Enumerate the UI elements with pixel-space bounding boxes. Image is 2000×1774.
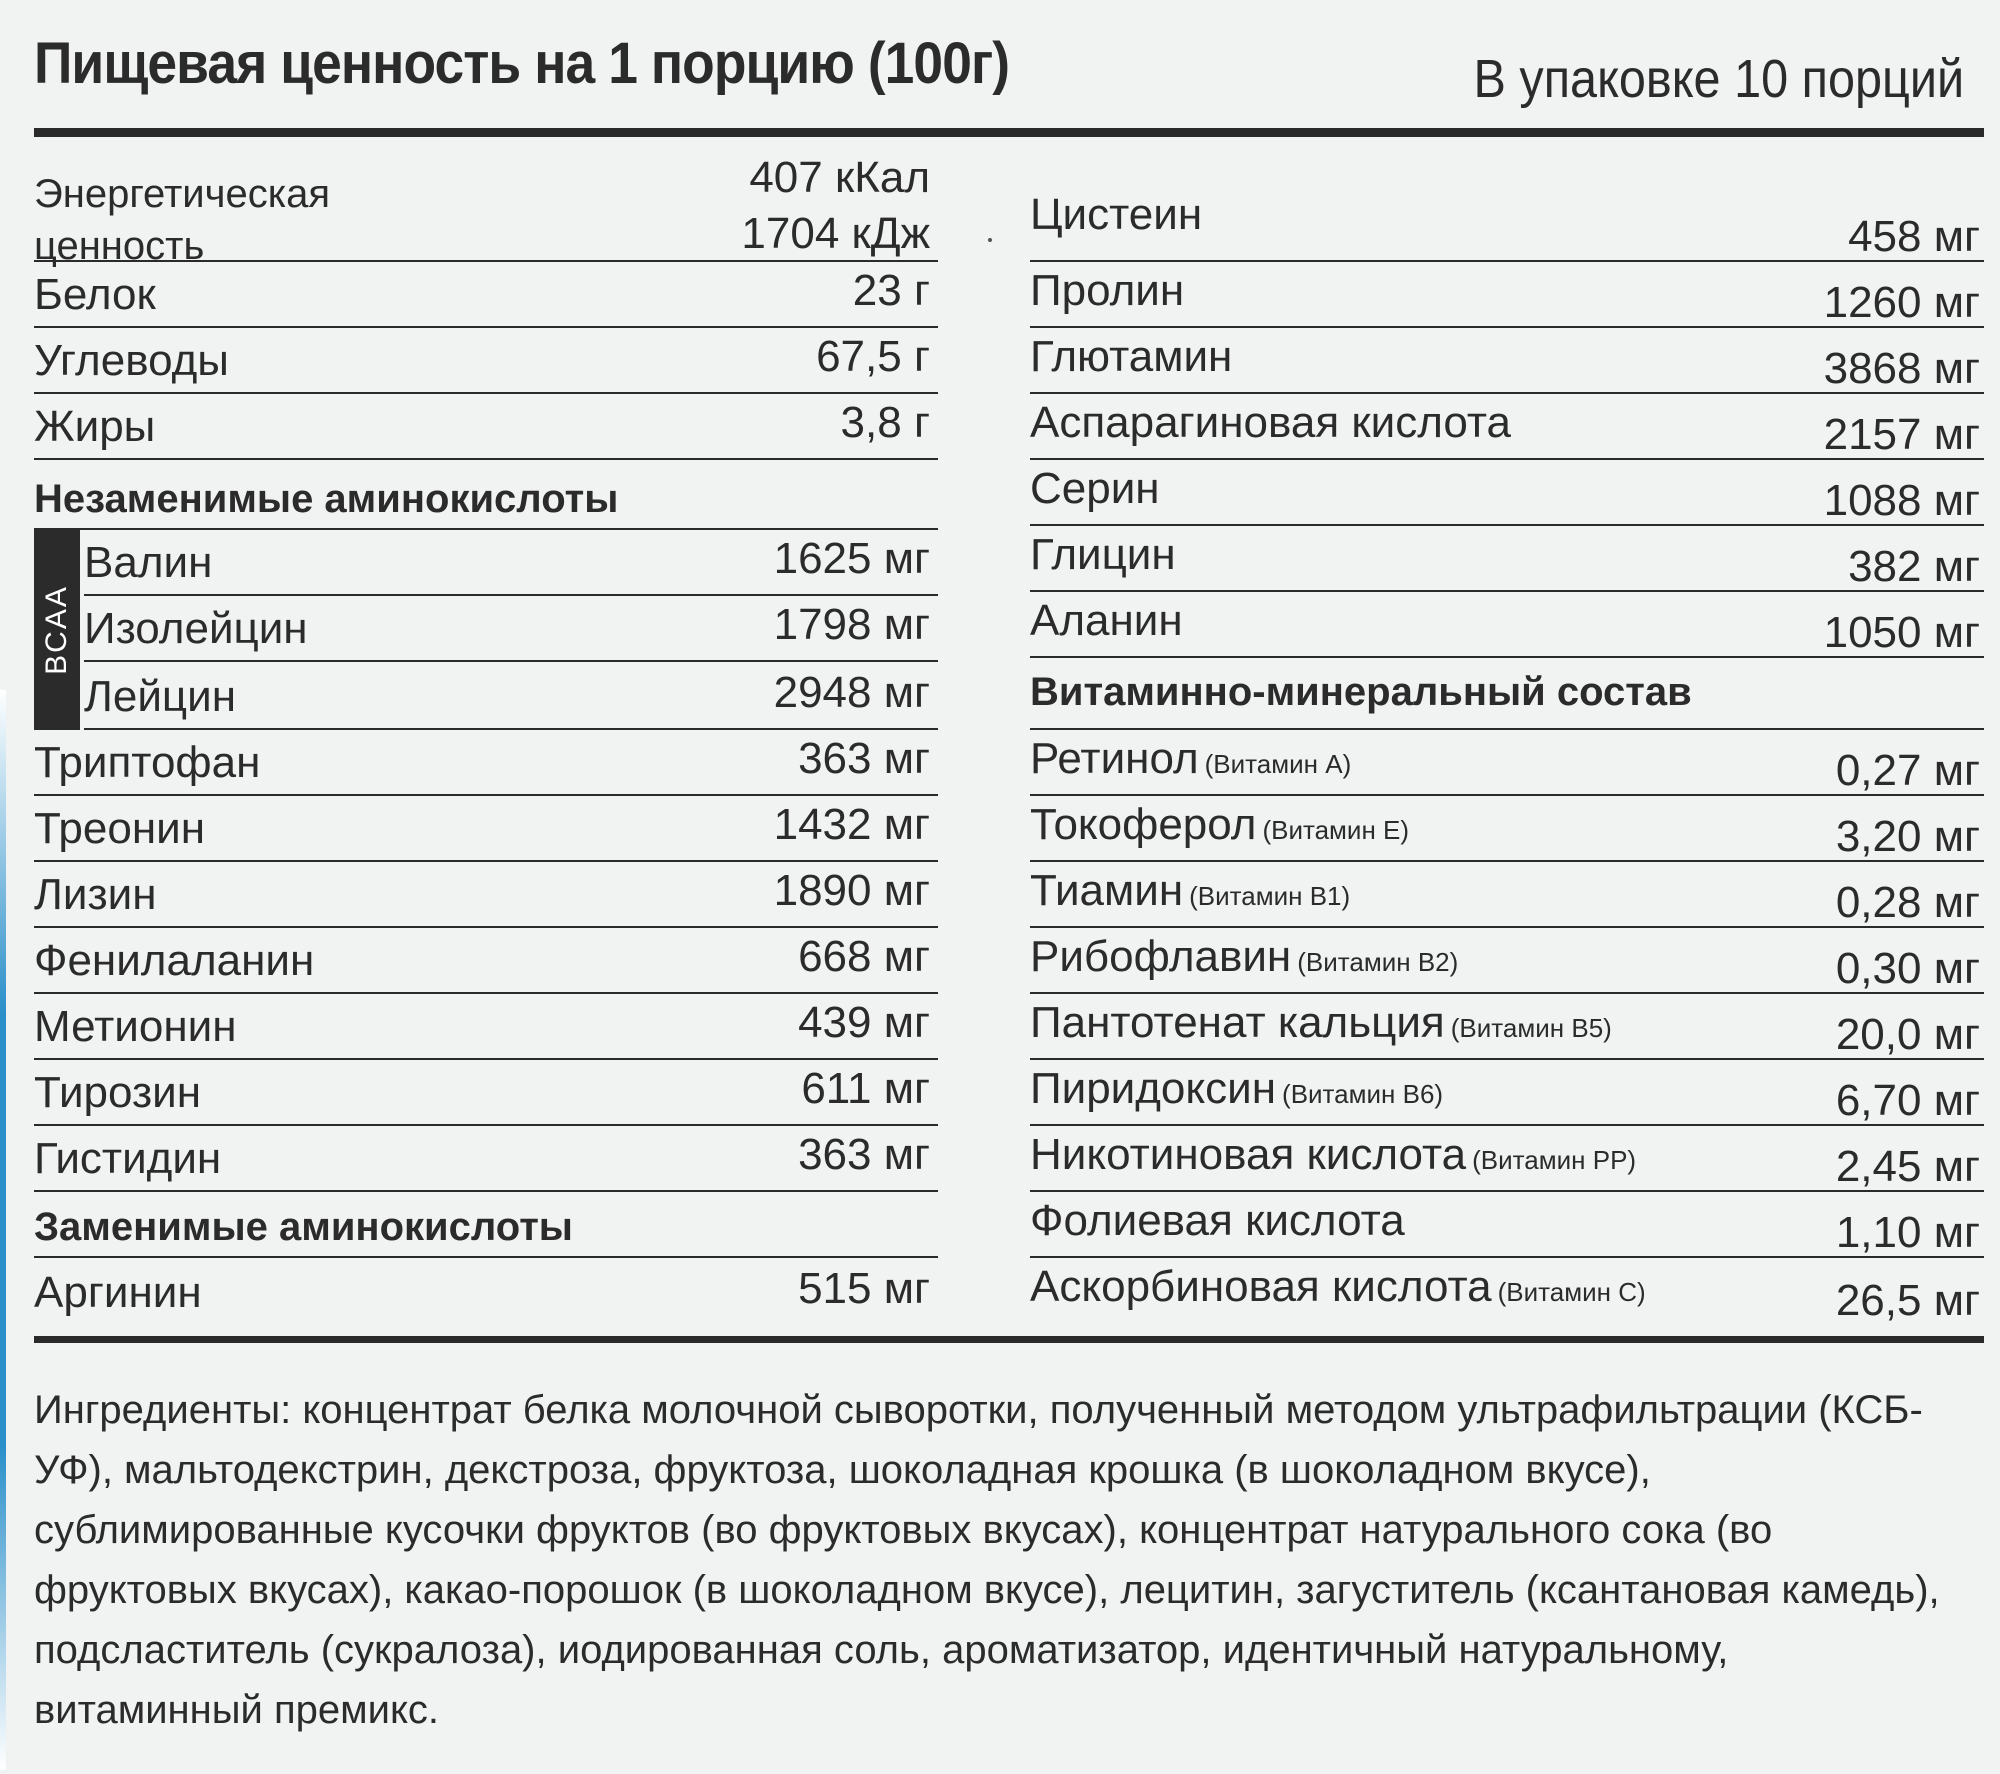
table-row	[1030, 394, 1984, 460]
vitamin-label	[1030, 800, 1409, 850]
vitamin-name: Тиамин	[1030, 866, 1184, 915]
row-value: 1,10 мг	[1835, 1208, 1980, 1257]
table-row	[1030, 1258, 1984, 1324]
row-label: Цистеин	[1030, 190, 1203, 239]
vitamin-note: (Витамин РР)	[1472, 1145, 1637, 1175]
table-row	[34, 730, 938, 796]
vitamin-name: Аскорбиновая кислота	[1030, 1262, 1492, 1311]
table-row	[1030, 460, 1984, 526]
row-label: Жиры	[34, 402, 156, 451]
speck	[988, 238, 992, 242]
vitamin-note: (Витамин В1)	[1189, 881, 1351, 911]
servings-per-pack: В упаковке 10 порций	[1473, 49, 1964, 109]
row-value: 20,0 мг	[1835, 1010, 1980, 1059]
table-row	[34, 328, 938, 394]
energy-kj: 1704 кДж	[741, 209, 930, 258]
vitamin-label	[1030, 866, 1350, 916]
row-label: Фенилаланин	[34, 936, 315, 985]
table-row	[34, 928, 938, 994]
energy-label: Энергетическая ценность	[34, 172, 330, 268]
section-title-nonessential: Заменимые аминокислоты	[34, 1205, 573, 1249]
ingredients-text: Ингредиенты: концентрат белка молочной сыворотки, полученный методом ультрафильтрации (КСБ-УФ), мальтодекстрин, декстроза, фруктоза, шоколадная крошка (в шоколадном вкусе), сублимированные кусочки фруктов (во фруктовых вкусах), концентрат натурального сока (во фруктовых вкусах), какао-порошок (в шоколадном вкусе), лецитин, загуститель (ксантановая камедь), подсластитель (сукралоза), иодированная соль, ароматизатор, идентичный натуральному, витаминный премикс.	[34, 1388, 1940, 1732]
vitamin-note: (Витамин С)	[1497, 1277, 1646, 1307]
blue-edge-stripe	[0, 690, 6, 1770]
row-label: Гистидин	[34, 1134, 222, 1183]
table-row	[34, 796, 938, 862]
vitamin-note: (Витамин А)	[1204, 749, 1352, 779]
vitamin-note: (Витамин Е)	[1262, 815, 1410, 845]
row-value: 2157 мг	[1823, 410, 1980, 459]
row-value: 67,5 г	[816, 332, 930, 381]
table-row	[34, 862, 938, 928]
bcaa-tag-label: BCAA	[40, 585, 73, 675]
top-rule	[34, 128, 1984, 137]
vitamin-label	[1030, 1064, 1443, 1114]
row-label: Серин	[1030, 464, 1160, 513]
row-label: Аспарагиновая кислота	[1030, 398, 1512, 447]
vitamin-label	[1030, 1196, 1411, 1246]
table-row	[1030, 190, 1984, 262]
table-row	[1030, 862, 1984, 928]
row-value: 3,20 мг	[1835, 812, 1980, 861]
row-value: 0,27 мг	[1835, 746, 1980, 795]
row-value: 1798 мг	[773, 600, 930, 649]
energy-row	[34, 138, 938, 268]
row-value: 1260 мг	[1823, 278, 1980, 327]
vitamin-name: Токоферол	[1030, 800, 1257, 849]
table-row	[1030, 796, 1984, 862]
row-label: Триптофан	[34, 738, 261, 787]
label-header	[34, 20, 1984, 120]
vitamin-label	[1030, 998, 1612, 1048]
row-value: 1050 мг	[1823, 608, 1980, 657]
row-value: 26,5 мг	[1835, 1276, 1980, 1325]
vitamin-name: Ретинол	[1030, 734, 1199, 783]
table-row	[1030, 262, 1984, 328]
table-row	[34, 1060, 938, 1126]
table-row	[34, 1258, 938, 1324]
row-value: 439 мг	[798, 998, 930, 1047]
vitamin-note: (Витамин В6)	[1282, 1079, 1444, 1109]
vitamin-label	[1030, 1130, 1636, 1180]
row-label: Глицин	[1030, 530, 1176, 579]
table-row	[1030, 730, 1984, 796]
table-row	[84, 530, 938, 596]
row-value: 363 мг	[798, 1130, 930, 1179]
row-value: 611 мг	[801, 1064, 930, 1113]
row-value: 363 мг	[798, 734, 930, 783]
row-label: Тирозин	[34, 1068, 202, 1117]
row-value: 1432 мг	[773, 800, 930, 849]
row-label: Лейцин	[84, 672, 237, 721]
row-value: 515 мг	[798, 1264, 930, 1313]
vitamin-name: Никотиновая кислота	[1030, 1130, 1467, 1179]
row-value: 2,45 мг	[1835, 1142, 1980, 1191]
table-row	[84, 596, 938, 662]
row-value: 458 мг	[1848, 212, 1980, 261]
bcaa-tag	[34, 530, 80, 730]
row-value: 6,70 мг	[1835, 1076, 1980, 1125]
row-value: 2948 мг	[773, 668, 930, 717]
row-label: Углеводы	[34, 336, 229, 385]
vitamin-label	[1030, 734, 1351, 784]
table-row	[1030, 928, 1984, 994]
row-value: 382 мг	[1848, 542, 1980, 591]
row-label: Глютамин	[1030, 332, 1233, 381]
row-value: 1890 мг	[773, 866, 930, 915]
table-row	[34, 394, 938, 460]
table-row	[1030, 328, 1984, 394]
section-row-nonessential	[34, 1192, 938, 1258]
vitamin-name: Рибофлавин	[1030, 932, 1292, 981]
section-title-essential: Незаменимые аминокислоты	[34, 477, 619, 521]
row-label: Пролин	[1030, 266, 1185, 315]
table-row	[1030, 592, 1984, 658]
table-row	[1030, 1060, 1984, 1126]
bottom-rule	[34, 1336, 1984, 1343]
row-value: 0,28 мг	[1835, 878, 1980, 927]
vitamin-note: (Витамин В2)	[1297, 947, 1459, 977]
table-row	[1030, 994, 1984, 1060]
row-value: 1088 мг	[1823, 476, 1980, 525]
row-label: Аланин	[1030, 596, 1183, 645]
energy-kcal: 407 кКал	[749, 153, 930, 202]
vitamin-note: (Витамин В5)	[1450, 1013, 1612, 1043]
row-label: Треонин	[34, 804, 205, 853]
vitamin-label	[1030, 932, 1458, 982]
label-title: Пищевая ценность на 1 порцию (100г)	[34, 31, 1010, 96]
vitamin-name: Пиридоксин	[1030, 1064, 1277, 1113]
table-row	[84, 662, 938, 730]
section-row-essential	[34, 460, 938, 530]
energy-values	[741, 150, 930, 262]
row-value: 3,8 г	[840, 398, 930, 447]
vitamin-name: Пантотенат кальция	[1030, 998, 1445, 1047]
section-title-vitamins: Витаминно-минеральный состав	[1030, 670, 1692, 714]
vitamin-label	[1030, 1262, 1646, 1312]
row-label: Изолейцин	[84, 604, 308, 653]
row-label: Валин	[84, 538, 213, 587]
table-row	[34, 1126, 938, 1192]
table-row	[34, 262, 938, 328]
section-row-vitamins	[1030, 658, 1984, 730]
row-label: Аргинин	[34, 1268, 202, 1317]
table-row	[1030, 1192, 1984, 1258]
table-row	[34, 994, 938, 1060]
row-label: Метионин	[34, 1002, 237, 1051]
row-value: 0,30 мг	[1835, 944, 1980, 993]
row-value: 23 г	[852, 266, 930, 315]
row-value: 668 мг	[798, 932, 930, 981]
table-row	[1030, 526, 1984, 592]
table-row	[1030, 1126, 1984, 1192]
row-label: Белок	[34, 270, 156, 319]
row-label: Лизин	[34, 870, 157, 919]
row-value: 3868 мг	[1823, 344, 1980, 393]
row-value: 1625 мг	[773, 534, 930, 583]
vitamin-name: Фолиевая кислота	[1030, 1196, 1405, 1245]
